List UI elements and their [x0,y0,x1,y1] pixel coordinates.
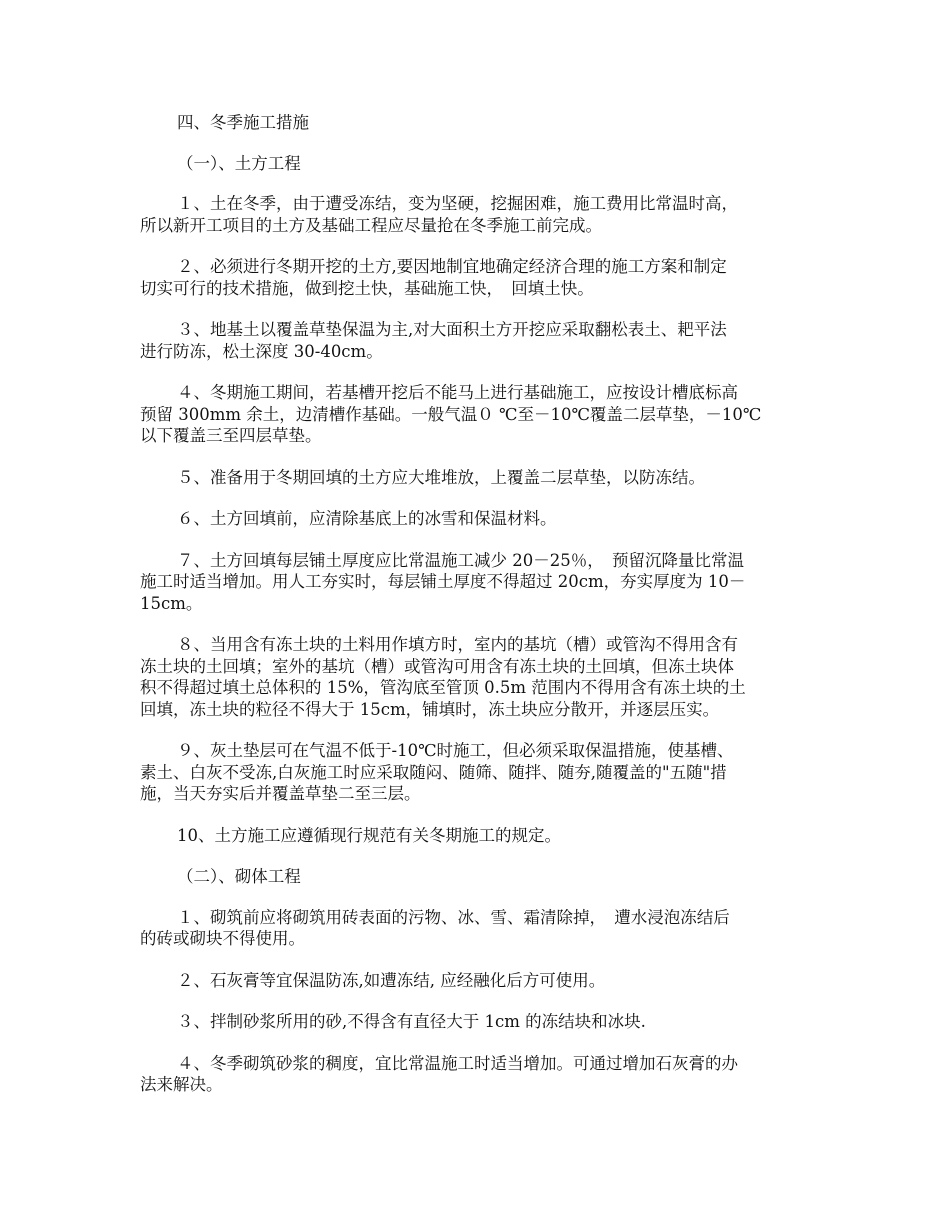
masonry-paragraph-1: １、砌筑前应将砌筑用砖表面的污物、冰、雪、霜清除掉， 遭水浸泡冻结后 的砖或砌块不得使用。 [140,907,730,948]
earthwork-heading: （一）、土方工程 [177,153,301,173]
section-title: 四、冬季施工措施 [177,113,309,132]
masonry-paragraph-4: ４、冬季砌筑砂浆的稠度，宜比常温施工时适当增加。可通过增加石灰膏的办 法来解决。 [140,1053,738,1094]
earthwork-paragraph-6: ６、土方回填前，应清除基底上的冰雪和保温材料。 [177,509,557,528]
earthwork-section [140,153,820,847]
masonry-paragraph-3: ３、拌制砂浆所用的砂,不得含有直径大于 1cm 的冻结块和冰块. [177,1012,646,1031]
earthwork-paragraph-8: ８、当用含有冻土块的土料用作填方时，室内的基坑（槽）或管沟不得用含有 冻土块的土回填；室外的基坑（槽）或管沟可用含有冻土块的土回填，但冻土块体 积不得超过填土总体积的 15%，管沟底至管顶 0.5m 范围内不得用含有冻土块的土 回填，冻土块的粒径不得大于 15cm，铺填时，冻土块应分散开，并逐层压实。 [140,635,746,719]
earthwork-paragraph-9: ９、灰土垫层可在气温不低于-10℃时施工，但必须采取保温措施，使基槽、 素土、白灰不受冻,白灰施工时应采取随闷、随筛、随拌、随夯,随覆盖的"五随"措 施，当天夯实后并覆盖草垫二至三层。 [140,741,734,803]
document-page [140,112,820,1116]
masonry-heading: （二）、砌体工程 [177,867,301,886]
earthwork-paragraph-7: ７、土方回填每层铺土厚度应比常温施工减少 20－25％， 预留沉降量比常温 施工时适当增加。用人工夯实时，每层铺土厚度不得超过 20cm，夯实厚度为 10－ 15cm。 [140,550,746,613]
earthwork-paragraph-1: １、土在冬季，由于遭受冻结，变为坚硬，挖掘困难，施工费用比常温时高， 所以新开工项目的土方及基础工程应尽量抢在冬季施工前完成。 [140,194,738,235]
earthwork-paragraph-5: ５、准备用于冬期回填的土方应大堆堆放，上覆盖二层草垫，以防冻结。 [177,467,705,487]
masonry-paragraph-2: ２、石灰膏等宜保温防冻,如遭冻结, 应经融化后方可使用。 [177,970,606,990]
earthwork-paragraph-4: ４、冬期施工期间，若基槽开挖后不能马上进行基础施工，应按设计槽底标高 预留 300mm 余土，边清槽作基础。一般气温０ ℃至－10℃覆盖二层草垫，－10℃ 以下覆盖三至四层草垫。 [140,383,762,445]
earthwork-paragraph-3: ３、地基土以覆盖草垫保温为主,对大面积土方开挖应采取翻松表土、耙平法 进行防冻，松土深度 30-40cm。 [140,320,727,361]
earthwork-paragraph-2: ２、必须进行冬期开挖的土方,要因地制宜地确定经济合理的施工方案和制定 切实可行的技术措施，做到挖土快，基础施工快， 回填土快。 [140,257,727,298]
earthwork-paragraph-10: 10、土方施工应遵循现行规范有关冬期施工的规定。 [177,825,561,845]
masonry-section [140,866,820,1096]
